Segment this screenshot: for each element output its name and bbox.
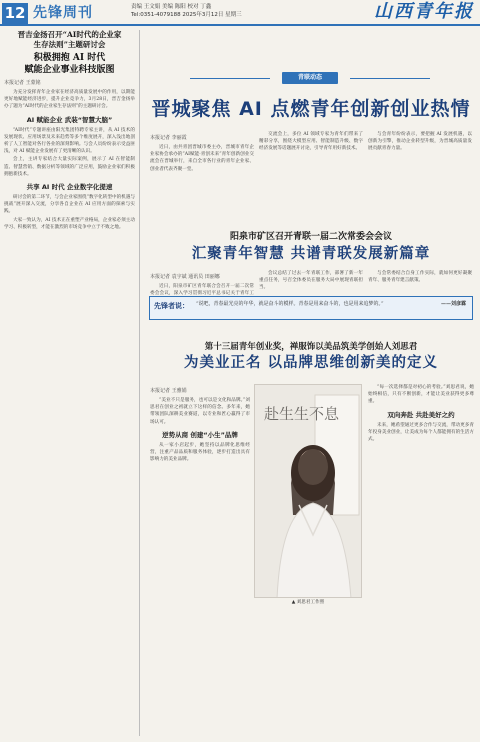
- bottom-subhead-right: 双向奔赴 共赴美好之约: [387, 410, 455, 419]
- top-col1-text: 近日，由共青团晋城市委主办，晋城市青年企业家协会承办的“AI赋能·青创未来”青年创新创业交流会在晋城举行，来自全市各行业的青年企业家、创业者代表齐聚一堂。: [150, 145, 254, 172]
- middle-byline: 本报记者 袁宇斌 通讯员 田丽娜: [150, 274, 220, 280]
- bottom-col3b-text: 未来，她希望通过更多合作与交流，带动更多青年投身美业创业，让美成为每个人都能拥有的生活方式。: [368, 422, 474, 443]
- middle-headline: 汇聚青年智慧 共谱青联发展新篇章: [191, 246, 431, 262]
- left-main-title-line2: 赋能企业事业科技版图: [24, 65, 115, 75]
- top-column-3: [368, 131, 472, 154]
- kicker-rule-left: [190, 78, 270, 79]
- bottom-col3-text: “每一次选择都是对初心的考验。”刘思君说，她始终相信，只有不断创新，才能让美业获得更多尊重。: [368, 385, 474, 405]
- left-intro: 为充分发挥青年企业家在经济高质量发展中的作用，以期能更好地赋能经济进步，提升企业竞争力，3月28日，晋吉金扬举办了题为“AI时代的企业家生存法则”的主题研讨会。: [4, 90, 135, 110]
- bottom-column-3: [368, 384, 474, 736]
- left-byline: 本报记者 王蒙铭: [4, 80, 41, 86]
- top-headline: 晋城聚焦 AI 点燃青年创新创业热情: [151, 98, 471, 120]
- kicker-rule-right: [350, 78, 430, 79]
- backdrop-sign-text: 赴生生不息: [264, 405, 340, 423]
- left-article: [4, 30, 135, 738]
- photo-caption: ▲ 刘思君工作照: [291, 600, 325, 605]
- editor-line: 责编 王文娟 美编 陈阳 校对 丁鑫: [131, 4, 212, 10]
- left-body-1b: 会上，主讲专家结合大量实际案例，展示了 AI 在智能制造、智慧营销、数据分析等领域的广泛应用，鼓励企业家们积极拥抱新技术。: [4, 157, 135, 177]
- left-subhead-1: AI 赋能企业 武装“智慧大脑”: [26, 115, 113, 124]
- middle-column-2: [259, 270, 363, 293]
- commentary-quote: “说吧，青春最光亮的年华，就是奋斗的模样。青春是用来奋斗的，也是用来追梦的。”: [196, 301, 384, 307]
- middle-col3-text: 与会常委结合自身工作实际，就如何更好凝聚青年、服务青年建言献策。: [368, 271, 472, 284]
- commentary-text: [196, 300, 466, 308]
- middle-column-3: [368, 270, 472, 285]
- top-column-1: [150, 131, 254, 174]
- top-byline: 本报记者 李丽霞: [150, 135, 187, 141]
- left-headline-line1: 晋吉金扬召开“AI时代的企业家: [17, 30, 122, 39]
- portrait-illustration: [255, 385, 362, 598]
- top-col3-text: 与会青年纷纷表示，要把握 AI 发展机遇，以创新为引擎，推动企业转型升级，为晋城高质量发展贡献青春力量。: [368, 132, 472, 152]
- left-main-title-line1: 积极拥抱 AI 时代: [33, 53, 106, 63]
- left-headline-line2: 生存法则”主题研讨会: [33, 40, 106, 49]
- left-body-2b: 大家一致认为，AI 技术正在重塑产业格局，企业家必须主动学习、积极转型，才能在激烈的市场竞争中立于不败之地。: [4, 217, 135, 230]
- top-column-2: [259, 131, 363, 154]
- bottom-byline: 本报记者 王雅娟: [150, 388, 187, 394]
- bottom-col1-text: “美业不只是服务，也可以是文化和品牌。”刘思君在创业之初就立下这样的信念。多年来，她带领团队深耕美业赛道，以专业和匠心赢得了市场认可。: [150, 398, 250, 425]
- top-col2-text: 交流会上，多位 AI 领域专家为青年们带来了精彩分享，围绕大模型应用、智能制造升级、数字经济发展等话题展开讨论，引导青年用好新技术。: [259, 132, 363, 152]
- top-kicker-bar: [150, 72, 470, 84]
- bottom-column-1: [150, 384, 250, 736]
- middle-col2-text: 会议总结了过去一年青联工作，部署了新一年重点任务，号召全体委员在服务大局中展现青联担当。: [259, 271, 363, 291]
- bottom-headline: 为美业正名 以品牌思维创新美的定义: [183, 355, 439, 371]
- page-number: 12: [2, 3, 28, 24]
- bottom-col1b-text: 从一家小店起步，她坚持以品牌化思维经营，注重产品品质和服务体验，逐步打造出具有影响力的美业品牌。: [150, 442, 250, 463]
- portrait-photo: [254, 384, 362, 598]
- bottom-kicker: 第十三届青年创业奖，禅服饰以美品筑美学创始人刘思君: [204, 342, 418, 352]
- newspaper-logo: 山西青年报: [374, 1, 474, 22]
- column-divider: [139, 30, 140, 736]
- left-body-2: 研讨会的第二环节，与会企业家围绕“数字化转型中的机遇与挑战”展开深入交流，分享各自企业在 AI 应用方面的探索与实践。: [4, 195, 135, 215]
- commentary-author: ——刘彦霖: [440, 301, 466, 307]
- contact-line: Tel:0351-4079188 2025年3月12日 星期三: [131, 12, 242, 18]
- editor-info: [131, 3, 242, 19]
- bottom-subhead-left: 逆势从商 创建“小生”品牌: [162, 430, 238, 439]
- middle-kicker: 阳泉市矿区召开青联一届二次常委会会议: [229, 232, 392, 242]
- left-body-1: “AI时代”专题讲座由阳光集团特聘专家主讲，从 AI 技术的发展现状、应用场景及未来趋势等多个维度展开，深入浅出地剖析了人工智能对各行各业的深刻影响。与会人员纷纷表示受益匪浅，对 AI 赋能企业发展有了更清晰的认识。: [4, 127, 135, 155]
- middle-col1-text: 近日，阳泉市矿区青年联合会召开一届二次常委会会议，深入学习贯彻习近平总书记关于青年工: [150, 284, 254, 297]
- masthead: [0, 0, 480, 26]
- left-subhead-2: 共享 AI 时代 企业数字化提速: [26, 183, 113, 192]
- top-kicker: 青联动态: [282, 72, 338, 84]
- commentary-tag: 先锋者说：: [154, 302, 189, 310]
- commentary-box: [149, 296, 473, 320]
- section-title: 先锋周刊: [33, 5, 93, 21]
